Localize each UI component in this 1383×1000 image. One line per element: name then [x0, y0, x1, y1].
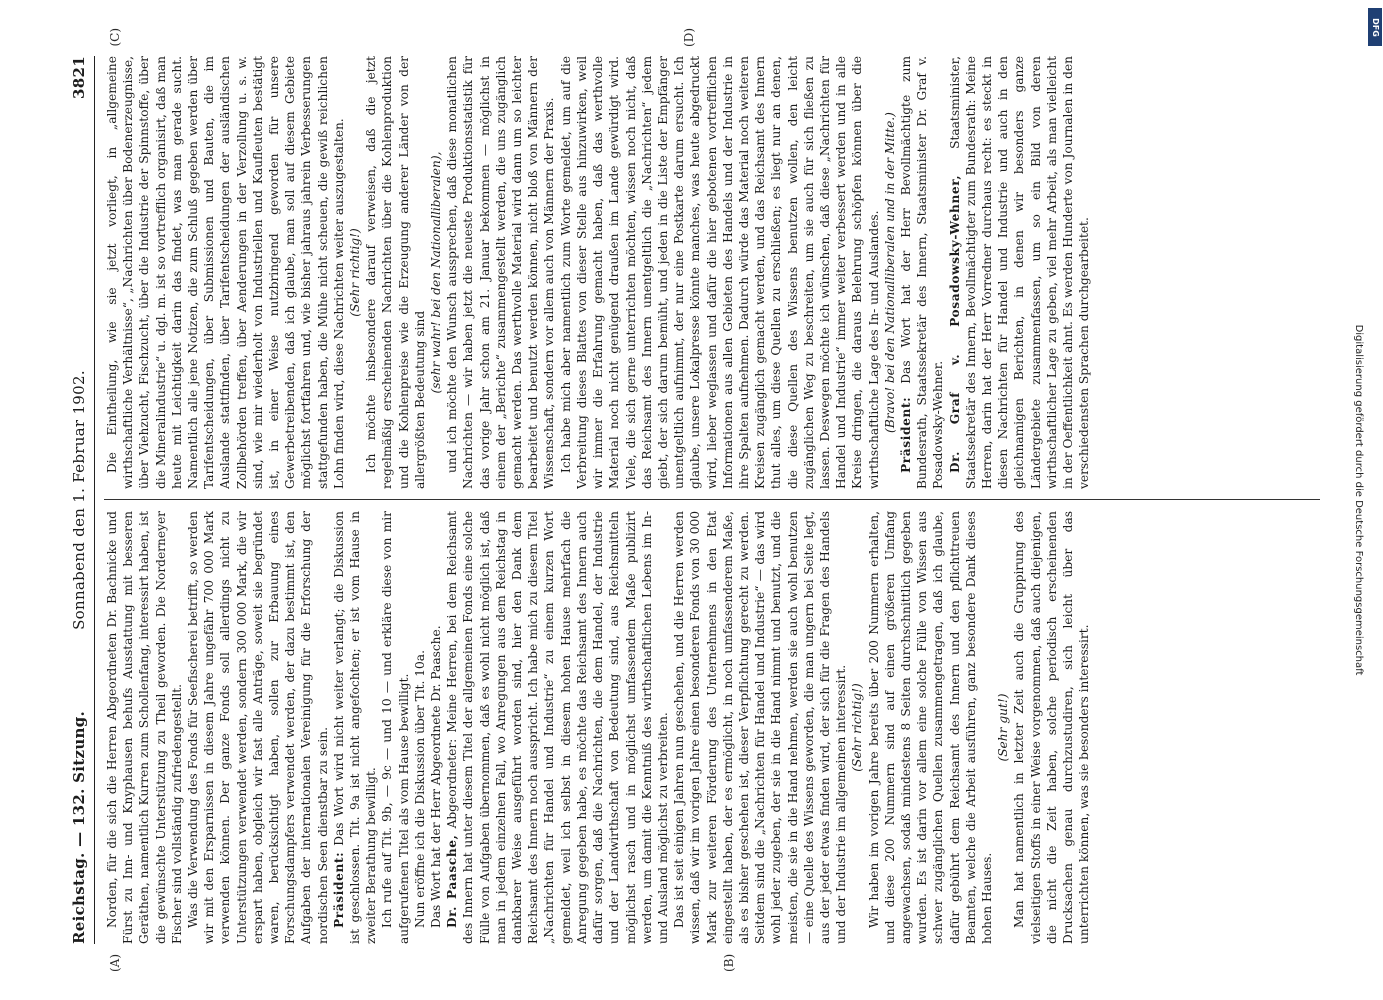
- left-column: [104, 511, 1322, 944]
- paragraph: [671, 511, 849, 944]
- paragraph-text: Was die Verwendung des Fonds für Seefischerei betrifft, so werden wir mit den Ersparnissen in diesem Jahre ungefähr 700 000 Mark verwenden können. Der ganze Fonds soll allerdings nicht zu Unterstützungen verwendet werden, sondern 300 000 Mark, die wir erspart haben, obgleich wir fast alle Anträge, soweit sie begründet waren, berücksichtigt haben, sollen zur Erbauung eines Forschungsdampfers verwendet werden, der dazu bestimmt ist, den Aufgaben der internationalen Vereinigung für die Erforschung der nordischen Seen dienstbar zu sein.: [185, 511, 330, 944]
- running-title: Reichstag. — 132. Sitzung.: [69, 710, 88, 944]
- speech-paragraph: [330, 511, 379, 944]
- paragraph-text: Ich möchte insbesondere darauf verweisen, daß die jetzt regelmäßig erscheinenden Nachrichten über die Kohlenproduktion und die Kohlenpreise wie die Erzeugung anderer Länder von der allergrößten Bedeutung sind: [363, 56, 427, 489]
- paragraph-text: Wir haben im vorigen Jahre bereits über 200 Nummern erhalten, und diese 200 Nummern sind auf einen größeren Umfang angewachsen, sodaß mindestens 8 Seiten durchschnittlich gegeben wurden. Es ist darin vor allem eine solche Fülle von Wissen aus schwer zugänglichen Quellen zusammengetragen, daß ich glaube, dafür gebührt dem Reichsamt des Innern und den pflichttreuen Beamten, welche die Arbeit ausführen, ganz besondere Dank dieses hohen Hauses.: [866, 511, 994, 944]
- paragraph: [1011, 511, 1092, 944]
- paragraph-text: Das ist seit einigen Jahren nun geschehen, und die Herren werden wissen, daß wir im vorigen Jahre einen besonderen Fonds von 30 000 Mark zur weiteren Förderung des Unternehmens in den Etat eingestellt haben, der es ermöglicht, in noch umfassenderem Maße, als es bisher geschehen ist, dieser Verpflichtung gerecht zu werden. Seitdem sind die „Nachrichten für Handel und Industrie“ — das wird wohl jeder zugeben, der sie in die Hand nimmt und benutzt, und die meisten, die sie in die Hand nehmen, werden sie auch wohl benutzen — eine Quelle des Wissens geworden, die man ungern bei Seite legt, aus der jeder etwas finden wird, der sich für die Fragen des Handels und der Industrie im allgemeinen interessirt.: [671, 511, 848, 944]
- paragraph: [363, 56, 428, 489]
- paragraph: [557, 56, 881, 489]
- speaker-name: Präsident:: [331, 851, 346, 928]
- margin-marker-b: (B): [721, 953, 736, 972]
- dfg-logo: [1368, 8, 1382, 46]
- paragraph: [444, 56, 557, 489]
- right-column: [104, 56, 1322, 489]
- paragraph: [185, 511, 331, 944]
- speaker-name: Präsident:: [898, 396, 913, 473]
- paragraph-text: Die Eintheilung, wie sie jetzt vorliegt, in „allgemeine wirthschaftliche Verhältnisse“, „Nachrichten über Bodenerzeugnisse, über Viehzucht, Fischzucht, über die Industrie der Spinnstoffe, über die Mineralindustrie“ u. dgl. m. ist so vortrefflich organisirt, daß man heute mit Leichtigkeit darin das findet, was man gerade sucht. Namentlich alle jene Notizen, die zum Schluß gegeben werden über Tarifentscheidungen, über Submissionen und Bauten, die im Auslande stattfinden, über Tarifentscheidungen der ausländischen Zollbehörden treffen, über Aenderungen in der Verzollung u. s. w. sind, wie mir wiederholt von Industriellen und Kaufleuten bestätigt ist, in einer Weise nutzbringend geworden für unsere Gewerbetreibenden, daß ich glaube, man soll auf diesem Gebiete möglichst fortfahren und, wie bisher jahraus jahrein Verbesserungen stattgefunden haben, die Mühe nicht scheuen, die gewiß reichlichen Lohn finden wird, diese Nachrichten weiter auszugestalten.: [104, 56, 346, 489]
- interjection: (Sehr richtig!): [849, 683, 864, 772]
- margin-marker-a: (A): [107, 953, 122, 972]
- interjection: (Sehr richtig!): [347, 228, 362, 317]
- paragraph: [428, 511, 444, 944]
- paragraph-text: Nun eröffne ich die Diskussion über Tit. 10a.: [412, 650, 427, 928]
- paragraph: [411, 511, 427, 944]
- page-number: 3821: [69, 56, 88, 99]
- document-page: [42, 20, 1342, 980]
- margin-marker-d: (D): [681, 28, 696, 47]
- paragraph-text: und ich möchte den Wunsch aussprechen, daß diese monatlichen Nachrichten — wir haben jetzt die neueste Produktionsstatistik für das vorige Jahr schon am 21. Januar bekommen — möglichst in einem der „Berichte“ zusammengestellt werden, die uns zugänglich gemacht werden. Das werthvolle Material wird dann um so leichter bearbeitet und benutzt werden können, nicht bloß von Männern der Wissenschaft, sondern vor allem auch von Männern der Praxis.: [444, 56, 556, 489]
- session-date: Sonnabend den 1. Februar 1902.: [69, 370, 88, 630]
- paragraph-text: Das Wort wird nicht weiter verlangt; die Diskussion ist geschlossen. Tit. 9a ist nicht angefochten; er ist vom Hause in zweiter Berathung bewilligt.: [331, 511, 378, 944]
- paragraph-text: Ich rufe auf Tit. 9b, — 9c — und 10 — und erkläre diese von mir aufgerufenen Titel als vom Hause bewilligt.: [379, 511, 411, 944]
- paragraph-text: Abgeordneter: Meine Herren, bei dem Reichsamt des Innern hat unter diesem Titel der allgemeinen Fonds eine solche Fülle von Aufgaben übernommen, daß es wohl nicht möglich ist, daß man in jedem einzelnen Fall, wo Anregungen aus dem Reichstag in dankbarer Weise ausgeführt worden sind, hier den Dank dem Reichsamt des Innern noch ausspricht. Ich habe mich zu diesem Titel „Nachrichten für Handel und Industrie“ zu einem kurzen Wort gemeldet, weil ich selbst in diesem hohen Hause mehrfach die Anregung gegeben habe, es möchte das Reichsamt des Innern auch dafür sorgen, daß die Nachrichten, die dem Handel, der Industrie und der Landwirthschaft von Bedeutung sind, aus Reichsmitteln möglichst rasch und in möglichst umfassendem Maße publizirt werden, um damit die Kenntniß des wirthschaftlichen Lebens im In- und Ausland möglichst zu verbreiten.: [444, 511, 670, 944]
- speaker-name: Dr. Graf v. Posadowsky-Wehner,: [947, 174, 962, 473]
- margin-marker-c: (C): [107, 28, 122, 47]
- interjection: (Bravo! bei den Nationalliberalen und in der Mitte.): [882, 112, 897, 433]
- paragraph-text: Man hat namentlich in letzter Zeit auch die Gruppirung des vielseitigen Stoffs in einer Weise vorgenommen, daß auch diejenigen, die nicht die Zeit haben, solche periodisch erscheinenden Drucksachen genau durchzustudiren, sich leicht über das unterrichten können, was sie besonders interessirt.: [1011, 511, 1091, 944]
- paragraph-text: Ich habe mich aber namentlich zum Worte gemeldet, um auf die Verbreitung dieses Blattes von dieser Stelle aus hinzuwirken, weil wir immer die Erfahrung gemacht haben, daß das werthvolle Material noch nicht genügend draußen im Lande gewürdigt wird. Viele, die sich gerne unterrichten möchten, wissen noch nicht, daß das Reichsamt des Innern unentgeltlich die „Nachrichten“ jedem giebt, der sich darum bemüht, und jeden in die Liste der Empfänger unentgeltlich aufnimmt, der nur eine Postkarte darum ersucht. Ich glaube, unsere Lokalpresse könnte manches, was heute abgedruckt wird, lieber weglassen und dafür die hier gebotenen vortrefflichen Informationen aus allen Gebieten des Handels und der Industrie in ihre Spalten aufnehmen. Dadurch würde das Material noch weiteren Kreisen zugänglich gemacht werden, und das Reichsamt des Innern thut alles, um diese Quellen zu erschließen; es liegt nur an denen, die diese Quellen des Wissens benutzen wollen, den leicht zugänglichen Weg zu beschreiten, um sie auch für sich fließen zu lassen. Deswegen möchte ich wünschen, daß diese „Nachrichten für Handel und Industrie“ immer weiter verbessert werden und in alle Kreise dringen, die daraus Belehrung schöpfen können über die wirthschaftliche Lage des In- und Auslandes.: [558, 56, 881, 489]
- paragraph: [104, 56, 347, 489]
- page-header: [68, 56, 95, 944]
- speaker-name: Dr. Paasche,: [444, 834, 459, 928]
- dfg-logo-text: DFG: [1370, 17, 1380, 37]
- interjection: (Sehr gut!): [995, 693, 1010, 762]
- paragraph-text: Das Wort hat der Herr Abgeordnete Dr. Paasche.: [428, 625, 443, 928]
- paragraph: [104, 511, 185, 944]
- interjection: (sehr wahr! bei den Nationalliberalen),: [428, 151, 443, 394]
- digitization-credit: Digitalisierung gefördert durch die Deutsche Forschungsgemeinschaft: [1353, 324, 1364, 676]
- paragraph: [379, 511, 411, 944]
- paragraph: [865, 511, 995, 944]
- paragraph-text: Das Wort hat der Herr Bevollmächtigte zum Bundesrath, Staatssekretär des Innern, Staatsminister Dr. Graf v. Posadowsky-Wehner.: [898, 56, 945, 489]
- paragraph-text: Norden, für die sich die Herren Abgeordneten Dr. Bachnicke und Fürst zu Inn- und Knyphausen behufs Ausstattung mit besseren Geräthen, namentlich Kurren zum Schollenfang, interessirt haben, ist die gewünschte Unterstützung zu Theil geworden. Die Norderneyer Fischer sind vollständig zufriedengestellt.: [104, 511, 184, 944]
- speech-paragraph: [946, 56, 1092, 489]
- speech-paragraph: [444, 511, 671, 944]
- speech-paragraph: [897, 56, 946, 489]
- text-columns: [104, 56, 1322, 944]
- paragraph-text: Staatsminister, Staatssekretär des Innern, Bevollmächtigter zum Bundesrath: Meine Herren, darin hat der Herr Vorredner durchaus recht: es steckt in diesen Nachrichten für Handel und Industrie und auch in den gleichnamigen Berichten, in denen wir besonders ganze Ländergebiete zusammenfassen, um so ein Bild von deren wirthschaftlicher Lage zu geben, viel mehr Arbeit, als man vielleicht in der Oeffentlichkeit ahnt. Es werden Hunderte von Journalen in den verschiedensten Sprachen durchgearbeitet.: [947, 56, 1091, 489]
